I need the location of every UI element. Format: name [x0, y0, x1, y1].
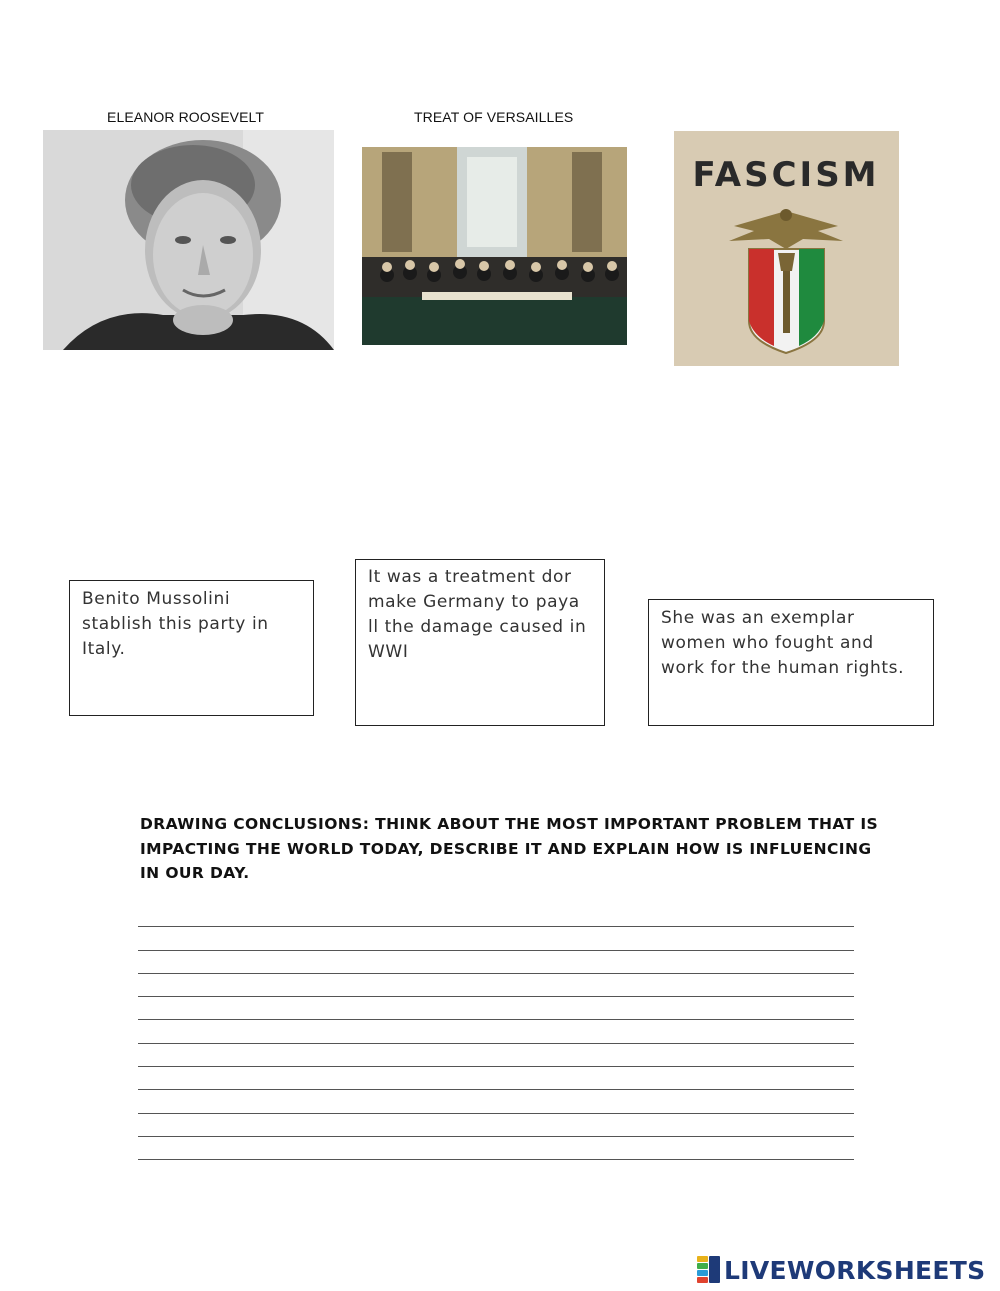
liveworksheets-logo[interactable]	[697, 1255, 985, 1285]
answer-line[interactable]	[138, 1044, 854, 1067]
answer-line[interactable]	[138, 904, 854, 927]
treaty-of-versailles-painting[interactable]	[362, 147, 627, 345]
answer-line[interactable]	[138, 927, 854, 950]
answer-line[interactable]	[138, 1090, 854, 1113]
answer-line[interactable]	[138, 974, 854, 997]
liveworksheets-brand-name: LIVEWORKSHEETS	[724, 1255, 986, 1285]
caption-eleanor-roosevelt: ELEANOR ROOSEVELT	[107, 109, 265, 125]
answer-line[interactable]	[138, 1137, 854, 1160]
eleanor-roosevelt-photo[interactable]	[43, 130, 334, 350]
answer-line[interactable]	[138, 997, 854, 1020]
answer-line[interactable]	[138, 1114, 854, 1137]
answer-line[interactable]	[138, 1067, 854, 1090]
clue-box-treaty[interactable]: It was a treatment dor make Germany to paya ll the damage caused in WWI	[355, 559, 605, 726]
caption-treaty-of-versailles: TREAT OF VERSAILLES	[414, 109, 574, 125]
answer-line[interactable]	[138, 951, 854, 974]
liveworksheets-blocks-icon	[697, 1256, 721, 1284]
clue-box-mussolini[interactable]: Benito Mussolini stablish this party in Italy.	[69, 580, 314, 716]
fascism-emblem-label: FASCISM	[692, 155, 880, 195]
answer-line[interactable]	[138, 1020, 854, 1043]
clue-box-eleanor[interactable]: She was an exemplar women who fought and work for the human rights.	[648, 599, 934, 726]
answer-lines[interactable]	[138, 904, 854, 1160]
drawing-conclusions-prompt: DRAWING CONCLUSIONS: THINK ABOUT THE MOST IMPORTANT PROBLEM THAT IS IMPACTING THE WORLD TODAY, DESCRIBE IT AND EXPLAIN HOW IS INFLUENCING IN OUR DAY.	[140, 815, 879, 882]
fascism-emblem[interactable]	[674, 131, 899, 366]
